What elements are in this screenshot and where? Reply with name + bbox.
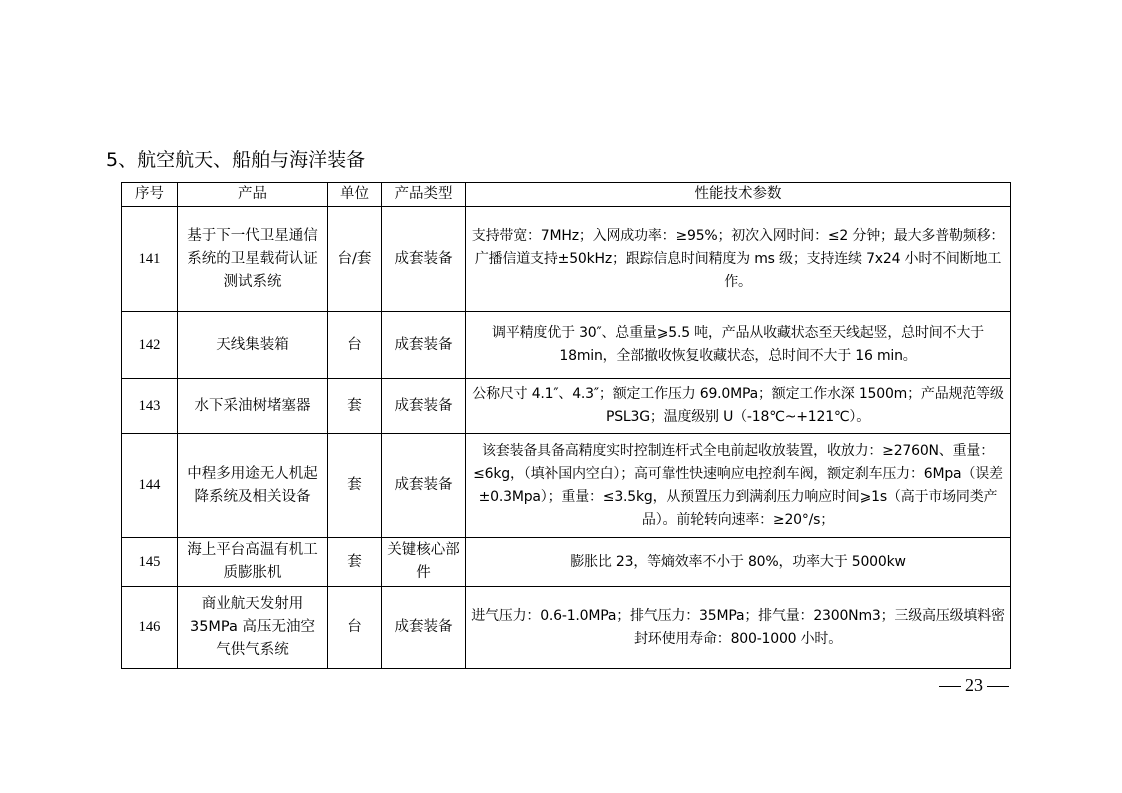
cell-params: 膨胀比 23，等熵效率不小于 80%，功率大于 5000kw bbox=[466, 538, 1011, 587]
cell-params: 进气压力：0.6-1.0MPa；排气压力：35MPa；排气量：2300Nm3；三级高压级填料密封环使用寿命：800-1000 小时。 bbox=[466, 587, 1011, 669]
col-header-type: 产品类型 bbox=[382, 183, 466, 207]
col-header-params: 性能技术参数 bbox=[466, 183, 1011, 207]
cell-type: 关键核心部件 bbox=[382, 538, 466, 587]
cell-product: 水下采油树堵塞器 bbox=[178, 379, 328, 434]
page-number-value: 23 bbox=[965, 675, 983, 695]
cell-params: 支持带宽：7MHz；入网成功率：≥95%；初次入网时间：≤2 分钟；最大多普勒频移：广播信道支持±50kHz；跟踪信息时间精度为 ms 级；支持连续 7x24 小时不间断地工作。 bbox=[466, 207, 1011, 312]
cell-type: 成套装备 bbox=[382, 207, 466, 312]
cell-unit: 台 bbox=[328, 587, 382, 669]
col-header-unit: 单位 bbox=[328, 183, 382, 207]
table-row bbox=[122, 587, 1011, 669]
table-row bbox=[122, 538, 1011, 587]
cell-unit: 套 bbox=[328, 434, 382, 538]
cell-unit: 台 bbox=[328, 312, 382, 379]
cell-no: 146 bbox=[122, 587, 178, 669]
cell-no: 145 bbox=[122, 538, 178, 587]
dash-left bbox=[939, 686, 961, 687]
table-row bbox=[122, 379, 1011, 434]
cell-type: 成套装备 bbox=[382, 587, 466, 669]
page-number bbox=[935, 672, 1013, 698]
dash-right bbox=[987, 686, 1009, 687]
section-title: 5、航空航天、船舶与海洋装备 bbox=[106, 149, 366, 171]
cell-unit: 台/套 bbox=[328, 207, 382, 312]
table-row bbox=[122, 434, 1011, 538]
table-header-row bbox=[122, 183, 1011, 207]
table-row bbox=[122, 312, 1011, 379]
cell-params: 该套装备具备高精度实时控制连杆式全电前起收放装置，收放力：≥2760N、重量：≤6kg，（填补国内空白）；高可靠性快速响应电控刹车阀，额定刹车压力：6Mpa（误差±0.3Mpa）；重量：≤3.5kg，从预置压力到满刹压力响应时间⩾1s（高于市场同类产品）。前轮转向速率：≥20°/s； bbox=[466, 434, 1011, 538]
cell-product: 基于下一代卫星通信系统的卫星载荷认证测试系统 bbox=[178, 207, 328, 312]
cell-type: 成套装备 bbox=[382, 434, 466, 538]
cell-no: 143 bbox=[122, 379, 178, 434]
cell-type: 成套装备 bbox=[382, 379, 466, 434]
product-spec-table bbox=[121, 182, 1011, 669]
cell-product: 天线集装箱 bbox=[178, 312, 328, 379]
cell-product: 海上平台高温有机工质膨胀机 bbox=[178, 538, 328, 587]
cell-no: 144 bbox=[122, 434, 178, 538]
cell-no: 142 bbox=[122, 312, 178, 379]
cell-product: 中程多用途无人机起降系统及相关设备 bbox=[178, 434, 328, 538]
cell-params: 调平精度优于 30″、总重量⩾5.5 吨，产品从收藏状态至天线起竖，总时间不大于 18min，全部撤收恢复收藏状态，总时间不大于 16 min。 bbox=[466, 312, 1011, 379]
col-header-no: 序号 bbox=[122, 183, 178, 207]
cell-params: 公称尺寸 4.1″、4.3″；额定工作压力 69.0MPa；额定工作水深 1500m；产品规范等级 PSL3G；温度级别 U（-18℃~+121℃）。 bbox=[466, 379, 1011, 434]
cell-unit: 套 bbox=[328, 538, 382, 587]
cell-type: 成套装备 bbox=[382, 312, 466, 379]
cell-no: 141 bbox=[122, 207, 178, 312]
cell-product: 商业航天发射用 35MPa 高压无油空气供气系统 bbox=[178, 587, 328, 669]
table-row bbox=[122, 207, 1011, 312]
cell-unit: 套 bbox=[328, 379, 382, 434]
col-header-product: 产品 bbox=[178, 183, 328, 207]
